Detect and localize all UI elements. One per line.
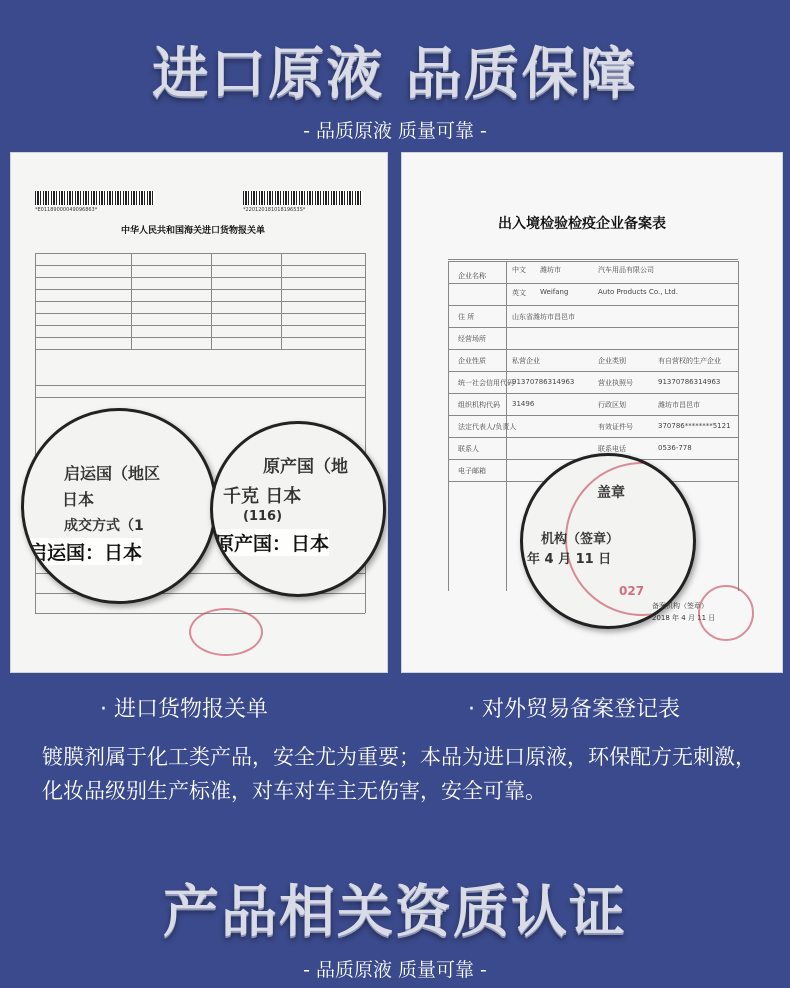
zoom-magnifier-origin-country xyxy=(21,408,217,604)
barcode-left-text: *E01189000049096863* xyxy=(35,207,98,213)
barcode-right-text: *22012018101819653S* xyxy=(243,207,306,213)
zoom-text-3: 成交方式（1 xyxy=(64,518,144,534)
subline-bottom: - 品质原液 质量可靠 - xyxy=(303,959,487,981)
customs-declaration-image xyxy=(11,153,387,672)
zoom2-text-3: (116) xyxy=(243,509,283,524)
zoom3-text-3: 盖章 xyxy=(597,485,625,501)
subline-top: - 品质原液 质量可靠 - xyxy=(303,120,487,142)
zoom3-text-2: 年 4 月 11 日 xyxy=(527,552,612,567)
headline-top: 进口原液 品质保障 xyxy=(152,41,638,107)
caption-customs-declaration: · 进口货物报关单 xyxy=(100,697,268,722)
barcode-right xyxy=(243,191,363,205)
barcode-left xyxy=(35,191,155,205)
filing-form-title: 出入境检验检疫企业备案表 xyxy=(498,216,666,232)
filing-footer-stamp xyxy=(698,585,754,641)
zoom-text-1: 启运国（地区 xyxy=(64,464,161,483)
customs-stamp xyxy=(189,608,263,656)
zoom-text-2: 日本 xyxy=(62,490,95,509)
zoom-label-departure-country: 启运国：日本 xyxy=(28,538,142,565)
product-description: 镀膜剂属于化工类产品，安全尤为重要；本品为进口原液，环保配方无刺激，化妆品级别生产标准，对车对车主无伤害，安全可靠。 xyxy=(42,745,756,803)
filing-footer-sign: 备案机构（签章） xyxy=(652,602,708,610)
filing-footer-date: 2018 年 4 月 11 日 xyxy=(652,614,716,622)
caption-filing-form: · 对外贸易备案登记表 xyxy=(468,697,680,722)
zoom3-text-1: 机构（签章） xyxy=(541,532,620,547)
customs-form-title: 中华人民共和国海关进口货物报关单 xyxy=(121,226,266,236)
zoom-magnifier-origin-country-2 xyxy=(210,421,386,597)
zoom2-text-2: 千克 日本 xyxy=(223,486,302,507)
stamp-number: 027 xyxy=(619,584,645,598)
filing-form-image: 出入境检验检疫企业备案表 企业名称 中文 潍坊市 汽车用品有限公司 英文 Weifang Auto Products Co., Ltd. 住 所 山东省潍坊市昌邑市 经营场所 企业性质 私营企业 企业类别 有自营权的生产企业 统一社会信用代码 91370786314963 营业执照号 91370786314963 组织机构代码 31496 行政区划 潍坊市昌邑市 法定代表人/负责人 有效证件号 370786********5121 联系人 联系电话 0536-778 电子邮箱 盖章 机构（签章） 年 4 月 11 日 027 备案机构（签章） 2018 年 4 月 11 日 xyxy=(402,153,782,672)
zoom-label-origin-country: 原产国：日本 xyxy=(215,529,329,556)
headline-bottom: 产品相关资质认证 xyxy=(163,879,627,945)
zoom2-text-1: 原产国（地 xyxy=(263,457,348,477)
